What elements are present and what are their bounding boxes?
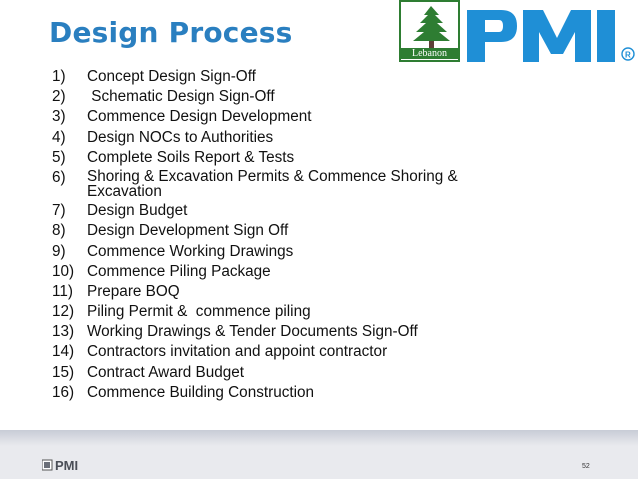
item-text: Contractors invitation and appoint contractor — [87, 343, 388, 361]
list-item — [52, 384, 532, 401]
item-text: Piling Permit & commence piling — [87, 303, 311, 321]
svg-text:R: R — [625, 50, 631, 60]
item-number: 1) — [52, 68, 66, 85]
item-number: 10) — [52, 262, 75, 280]
item-text: Prepare BOQ — [87, 282, 180, 300]
list-item — [52, 323, 532, 340]
list-item — [52, 108, 532, 125]
pmi-logo — [465, 4, 638, 68]
item-text: Concept Design Sign-Off — [87, 68, 256, 85]
item-text: Design Development Sign Off — [87, 222, 289, 240]
list-item — [52, 149, 532, 166]
item-text: Complete Soils Report & Tests — [87, 148, 295, 166]
item-number: 9) — [52, 242, 66, 260]
item-text: Design NOCs to Authorities — [87, 128, 274, 146]
item-number: 4) — [52, 128, 66, 146]
lebanon-caption: Lebanon — [401, 48, 458, 59]
item-number: 2) — [52, 88, 66, 106]
lebanon-cedar-logo — [399, 0, 460, 62]
item-text: Commence Piling Package — [87, 262, 271, 280]
footer-logo-text: PMI — [55, 458, 79, 472]
item-text: Commence Building Construction — [87, 383, 315, 401]
list-item — [52, 343, 532, 360]
item-number: 14) — [52, 343, 75, 361]
item-number: 13) — [52, 323, 75, 341]
item-number: 6) — [52, 168, 66, 186]
list-item — [52, 169, 532, 199]
list-item — [52, 129, 532, 146]
item-text: Schematic Design Sign-Off — [87, 88, 275, 106]
cedar-tree-icon — [409, 5, 454, 49]
list-item — [52, 243, 532, 260]
list-item — [52, 202, 532, 219]
item-text: Shoring & Excavation Permits & Commence Shoring & Excavation — [87, 167, 458, 200]
slide-title: Design Process — [49, 16, 293, 49]
page-number: 52 — [582, 463, 590, 470]
footer-divider — [0, 430, 638, 446]
item-text: Working Drawings & Tender Documents Sign-Off — [87, 323, 418, 341]
item-number: 16) — [52, 383, 75, 401]
list-item — [52, 263, 532, 280]
footer-pmi-logo — [42, 458, 108, 472]
item-number: 8) — [52, 222, 66, 240]
item-number: 11) — [52, 282, 73, 300]
item-number: 15) — [52, 363, 75, 381]
item-text: Commence Working Drawings — [87, 242, 294, 260]
item-text: Contract Award Budget — [87, 363, 245, 381]
design-process-list — [52, 68, 532, 404]
list-item — [52, 88, 532, 105]
item-number: 7) — [52, 202, 66, 220]
item-number: 5) — [52, 148, 66, 166]
list-item — [52, 283, 532, 300]
item-text: Design Budget — [87, 202, 188, 220]
item-number: 12) — [52, 303, 75, 321]
list-item — [52, 222, 532, 239]
item-number: 3) — [52, 108, 66, 126]
item-text: Commence Design Development — [87, 108, 312, 126]
list-item — [52, 68, 532, 85]
list-item — [52, 364, 532, 381]
list-item — [52, 303, 532, 320]
